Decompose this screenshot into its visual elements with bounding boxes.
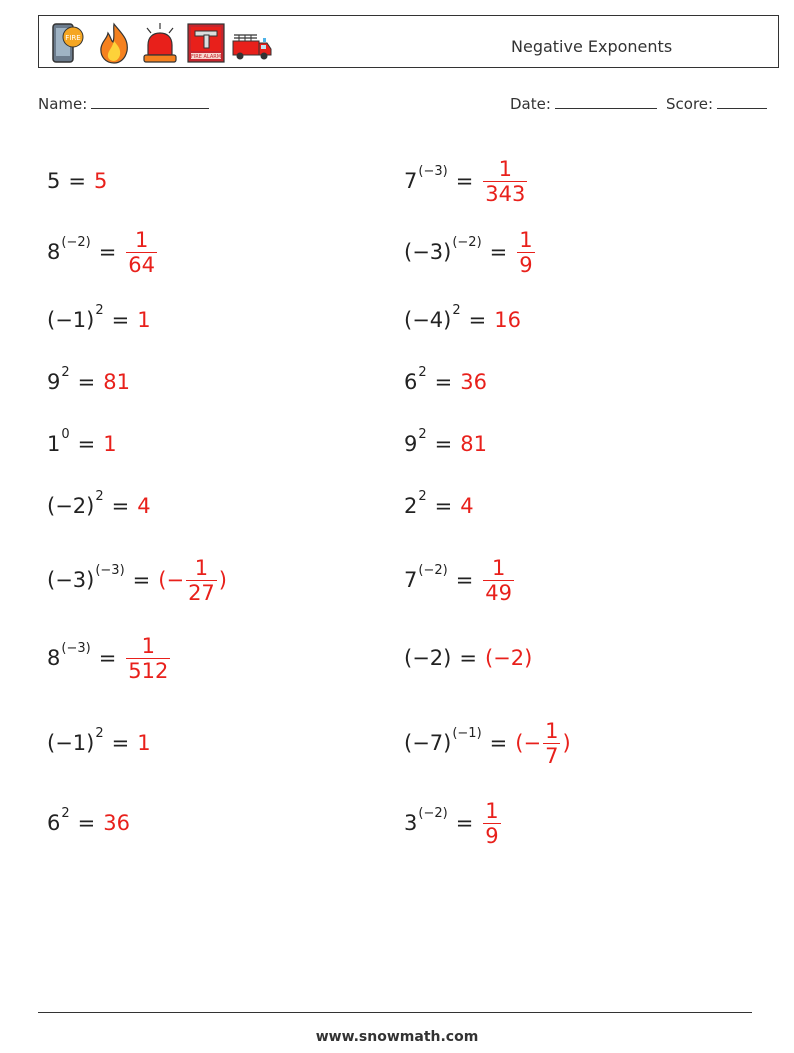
equals-sign: = (111, 731, 130, 755)
problem-exponent: 2 (452, 302, 461, 318)
date-label: Date: (510, 95, 551, 113)
equals-sign: = (459, 646, 477, 670)
problem-answer (481, 799, 502, 848)
answer-value: 16 (494, 308, 521, 332)
problem-answer (494, 308, 521, 332)
fraction-numerator: 1 (141, 633, 156, 658)
problem-item (404, 222, 537, 282)
problem-base: 6 (404, 370, 418, 394)
equals-sign: = (68, 169, 86, 193)
problem-base: 8 (47, 240, 61, 264)
svg-text:FIRE ALARM: FIRE ALARM (190, 54, 222, 60)
problem-item (47, 151, 107, 211)
problem-answer (103, 811, 130, 835)
name-label: Name: (38, 95, 88, 113)
problem-item (404, 793, 503, 853)
equals-sign: = (111, 494, 130, 518)
problem-base: (−3) (404, 240, 452, 264)
equals-sign: = (489, 240, 508, 264)
equals-sign: = (132, 568, 151, 592)
problem-base: 7 (404, 169, 418, 193)
problem-base: 9 (404, 432, 418, 456)
problem-item (47, 352, 130, 412)
problem-item (47, 290, 151, 350)
problem-exponent: 2 (418, 426, 427, 442)
problem-base: 5 (47, 169, 61, 193)
fire-alarm-icon (185, 21, 227, 65)
problem-item (404, 414, 487, 474)
problem-item (47, 222, 159, 282)
answer-value: 4 (137, 494, 151, 518)
answer-prefix: (− (515, 731, 542, 755)
problem-base: (−2) (47, 494, 95, 518)
problem-exponent: 2 (418, 364, 427, 380)
date-blank[interactable] (555, 94, 657, 109)
problem-answer (158, 556, 227, 605)
answer-value: 4 (460, 494, 474, 518)
answer-suffix: ) (562, 731, 571, 755)
answer-value: 1 (103, 432, 117, 456)
phone-fire-icon (47, 21, 89, 65)
name-field (38, 94, 209, 113)
equals-sign: = (98, 646, 117, 670)
equals-sign: = (455, 169, 474, 193)
equals-sign: = (111, 308, 130, 332)
problem-exponent: 2 (61, 364, 70, 380)
problem-exponent: (−3) (95, 562, 125, 578)
problem-base: (−3) (47, 568, 95, 592)
problem-item (404, 628, 532, 688)
answer-value: 81 (103, 370, 130, 394)
problem-answer (137, 308, 150, 332)
problem-base: (−2) (404, 646, 452, 670)
problem-answer (124, 634, 172, 683)
problem-exponent: 2 (95, 302, 104, 318)
problem-base: 2 (404, 494, 418, 518)
score-field (666, 94, 767, 113)
problem-item (404, 151, 529, 211)
problem-item (404, 550, 516, 610)
header-icons (47, 20, 273, 66)
problem-exponent: (−2) (61, 234, 91, 250)
flame-icon (93, 21, 135, 65)
problem-exponent: 0 (61, 426, 70, 442)
problem-answer (103, 370, 130, 394)
problem-base: (−1) (47, 308, 95, 332)
fraction-denominator: 7 (545, 743, 559, 768)
problem-answer (515, 719, 570, 768)
problem-item (404, 713, 571, 773)
score-blank[interactable] (717, 94, 767, 109)
name-blank[interactable] (91, 94, 209, 109)
fraction-numerator: 1 (491, 555, 506, 580)
equals-sign: = (489, 731, 508, 755)
problem-base: 7 (404, 568, 418, 592)
problem-answer (460, 370, 487, 394)
problem-exponent: 2 (61, 805, 70, 821)
problem-answer (481, 157, 529, 206)
fraction-denominator: 512 (128, 658, 169, 683)
fraction-denominator: 343 (485, 181, 526, 206)
problem-base: (−7) (404, 731, 452, 755)
fire-truck-icon (231, 21, 273, 65)
footer-divider (38, 1012, 752, 1013)
date-field (510, 94, 657, 113)
problem-base: 1 (47, 432, 61, 456)
answer-suffix: ) (218, 568, 227, 592)
score-label: Score: (666, 95, 714, 113)
problem-item (47, 793, 130, 853)
problem-exponent: 2 (95, 488, 104, 504)
problem-exponent: 2 (95, 725, 104, 741)
problem-base: (−4) (404, 308, 452, 332)
problem-answer (137, 494, 150, 518)
siren-icon (139, 21, 181, 65)
problem-exponent: (−3) (61, 640, 91, 656)
fraction-denominator: 9 (485, 823, 499, 848)
problem-item (47, 476, 151, 536)
worksheet-header (38, 15, 779, 68)
footer-url: www.snowmath.com (315, 1029, 479, 1045)
fraction-numerator: 1 (485, 798, 499, 823)
fraction-numerator: 1 (519, 227, 533, 252)
problem-item (47, 713, 151, 773)
equals-sign: = (77, 370, 96, 394)
problem-answer (94, 169, 107, 193)
problem-exponent: (−3) (418, 163, 448, 179)
fraction-denominator: 49 (485, 580, 513, 605)
equals-sign: = (455, 811, 474, 835)
problem-base: 3 (404, 811, 418, 835)
problem-answer (137, 731, 150, 755)
equals-sign: = (434, 432, 453, 456)
problem-item (404, 352, 487, 412)
problem-base: (−1) (47, 731, 95, 755)
problem-item (404, 290, 521, 350)
problem-item (404, 476, 474, 536)
problem-answer (460, 432, 487, 456)
problem-answer (103, 432, 116, 456)
answer-fraction (483, 799, 500, 848)
problem-exponent: (−2) (418, 805, 448, 821)
fraction-numerator: 1 (194, 555, 209, 580)
fraction-denominator: 9 (519, 252, 533, 277)
equals-sign: = (468, 308, 487, 332)
problem-base: 9 (47, 370, 61, 394)
answer-value: (−2) (484, 646, 533, 670)
answer-fraction (543, 719, 560, 768)
answer-fraction (126, 228, 157, 277)
problem-answer (460, 494, 473, 518)
problem-item (47, 414, 117, 474)
answer-value: 36 (103, 811, 130, 835)
problem-item (47, 550, 227, 610)
fraction-denominator: 27 (188, 580, 215, 605)
answer-value: 36 (460, 370, 487, 394)
answer-value: 5 (93, 169, 108, 193)
fraction-numerator: 1 (134, 227, 149, 252)
problem-base: 8 (47, 646, 61, 670)
answer-fraction (483, 157, 527, 206)
answer-fraction (517, 228, 534, 277)
equals-sign: = (77, 432, 96, 456)
answer-value: 1 (137, 308, 151, 332)
svg-text:FIRE: FIRE (65, 34, 81, 42)
answer-prefix: (− (158, 568, 185, 592)
equals-sign: = (455, 568, 474, 592)
answer-fraction (483, 556, 514, 605)
equals-sign: = (77, 811, 96, 835)
problem-exponent: (−2) (418, 562, 448, 578)
answer-fraction (186, 556, 217, 605)
answer-value: 1 (137, 731, 151, 755)
problem-base: 6 (47, 811, 61, 835)
problem-exponent: (−2) (452, 234, 482, 250)
fraction-denominator: 64 (128, 252, 156, 277)
problem-item (47, 628, 172, 688)
worksheet-title: Negative Exponents (511, 37, 673, 56)
problem-answer (481, 556, 516, 605)
problem-answer (485, 646, 532, 670)
equals-sign: = (434, 494, 453, 518)
answer-value: 81 (460, 432, 487, 456)
problem-answer (124, 228, 159, 277)
answer-fraction (126, 634, 170, 683)
problem-exponent: 2 (418, 488, 427, 504)
fraction-numerator: 1 (498, 156, 513, 181)
problem-answer (515, 228, 536, 277)
equals-sign: = (434, 370, 453, 394)
equals-sign: = (98, 240, 117, 264)
fraction-numerator: 1 (545, 718, 559, 743)
problem-exponent: (−1) (452, 725, 482, 741)
